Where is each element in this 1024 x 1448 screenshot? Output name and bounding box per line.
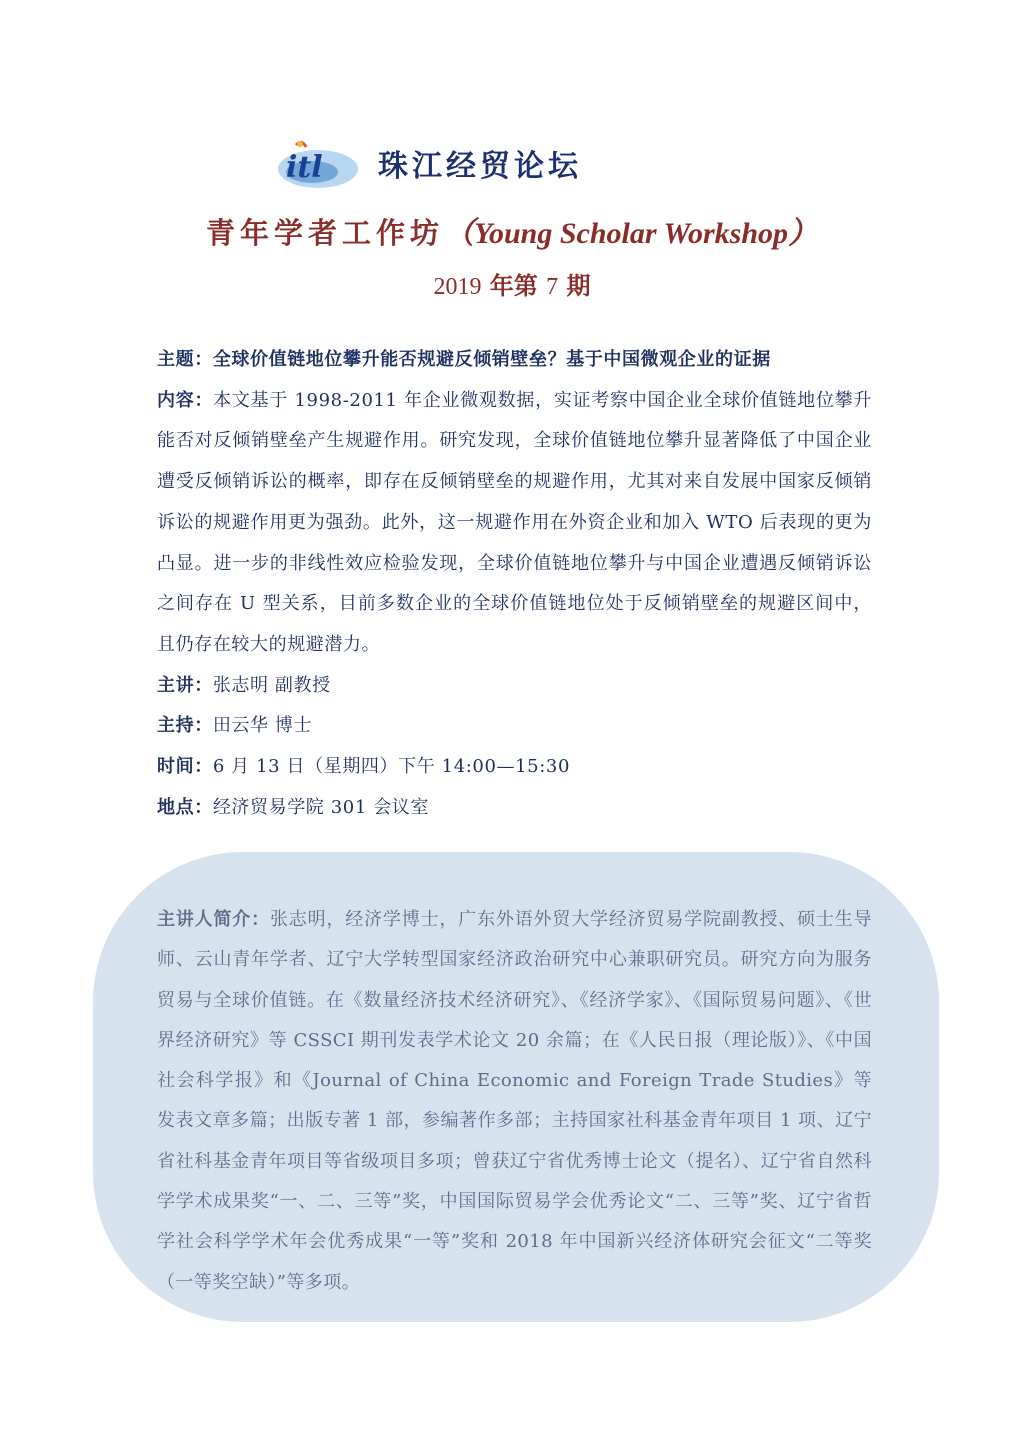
workshop-title	[0, 208, 1024, 252]
bio-label: 主讲人简介：	[157, 909, 270, 930]
venue-label: 地点：	[157, 796, 213, 818]
speaker-text: 张志明 副教授	[212, 674, 331, 696]
issue-number-suffix: 期	[558, 271, 591, 300]
speaker-bio	[157, 900, 872, 1303]
venue-line	[157, 788, 872, 829]
venue-text: 经济贸易学院 301 会议室	[212, 796, 430, 818]
time-label: 时间：	[157, 756, 213, 778]
logo-lettering: itl	[286, 150, 323, 185]
issue-year: 2019	[433, 274, 482, 300]
host-text: 田云华 博士	[212, 715, 313, 737]
issue-year-suffix: 年第	[481, 271, 547, 300]
content-paragraph	[157, 381, 872, 666]
forum-name: 珠江经贸论坛	[378, 149, 582, 184]
speaker-line	[157, 666, 872, 707]
time-text: 6 月 13 日（星期四）下午 14:00—15:30	[212, 756, 571, 778]
event-info	[157, 340, 872, 828]
workshop-title-en: （Young Scholar Workshop）	[444, 217, 819, 250]
workshop-title-zh: 青年学者工作坊	[205, 216, 444, 250]
host-line	[157, 706, 872, 747]
topic-label: 主题：	[157, 349, 213, 370]
issue-line	[0, 266, 1024, 301]
forum-logo	[276, 135, 366, 193]
time-line	[157, 747, 872, 788]
issue-number: 7	[546, 274, 559, 300]
speaker-label: 主讲：	[157, 674, 213, 696]
header	[0, 135, 1024, 195]
content-label: 内容：	[157, 389, 214, 411]
bio-text: 张志明，经济学博士，广东外语外贸大学经济贸易学院副教授、硕士生导师、云山青年学者、辽宁大学转型国家经济政治研究中心兼职研究员。研究方向为服务贸易与全球价值链。在《数量经济技术经济研究》、《经济学家》、《国际贸易问题》、《世界经济研究》等 CSSCI 期刊发表学术论文 20 余篇；在《人民日报（理论版）》、《中国社会科学报》和《Journal of China Economic and Foreign Trade Studies》等发表文章多篇；出版专著 1 部，参编著作多部；主持国家社科基金青年项目 1 项、辽宁省社科基金青年项目等省级项目多项；曾获辽宁省优秀博士论文（提名）、辽宁省自然科学学术成果奖“一、二、三等”奖，中国国际贸易学会优秀论文“二、三等”奖、辽宁省哲学社会科学学术年会优秀成果“一等”奖和 2018 年中国新兴经济体研究会征文“二等奖（一等奖空缺）”等多项。	[157, 909, 873, 1293]
host-label: 主持：	[157, 715, 213, 737]
topic-text: 全球价值链地位攀升能否规避反倾销壁垒？基于中国微观企业的证据	[212, 349, 771, 370]
topic-line	[157, 340, 872, 381]
content-text: 本文基于 1998-2011 年企业微观数据，实证考察中国企业全球价值链地位攀升能否对反倾销壁垒产生规避作用。研究发现，全球价值链地位攀升显著降低了中国企业遭受反倾销诉讼的概率，即存在反倾销壁垒的规避作用，尤其对来自发展中国家反倾销诉讼的规避作用更为强劲。此外，这一规避作用在外资企业和加入 WTO 后表现的更为凸显。进一步的非线性效应检验发现，全球价值链地位攀升与中国企业遭遇反倾销诉讼之间存在 U 型关系，目前多数企业的全球价值链地位处于反倾销壁垒的规避区间中，且仍存在较大的规避潜力。	[157, 389, 872, 655]
